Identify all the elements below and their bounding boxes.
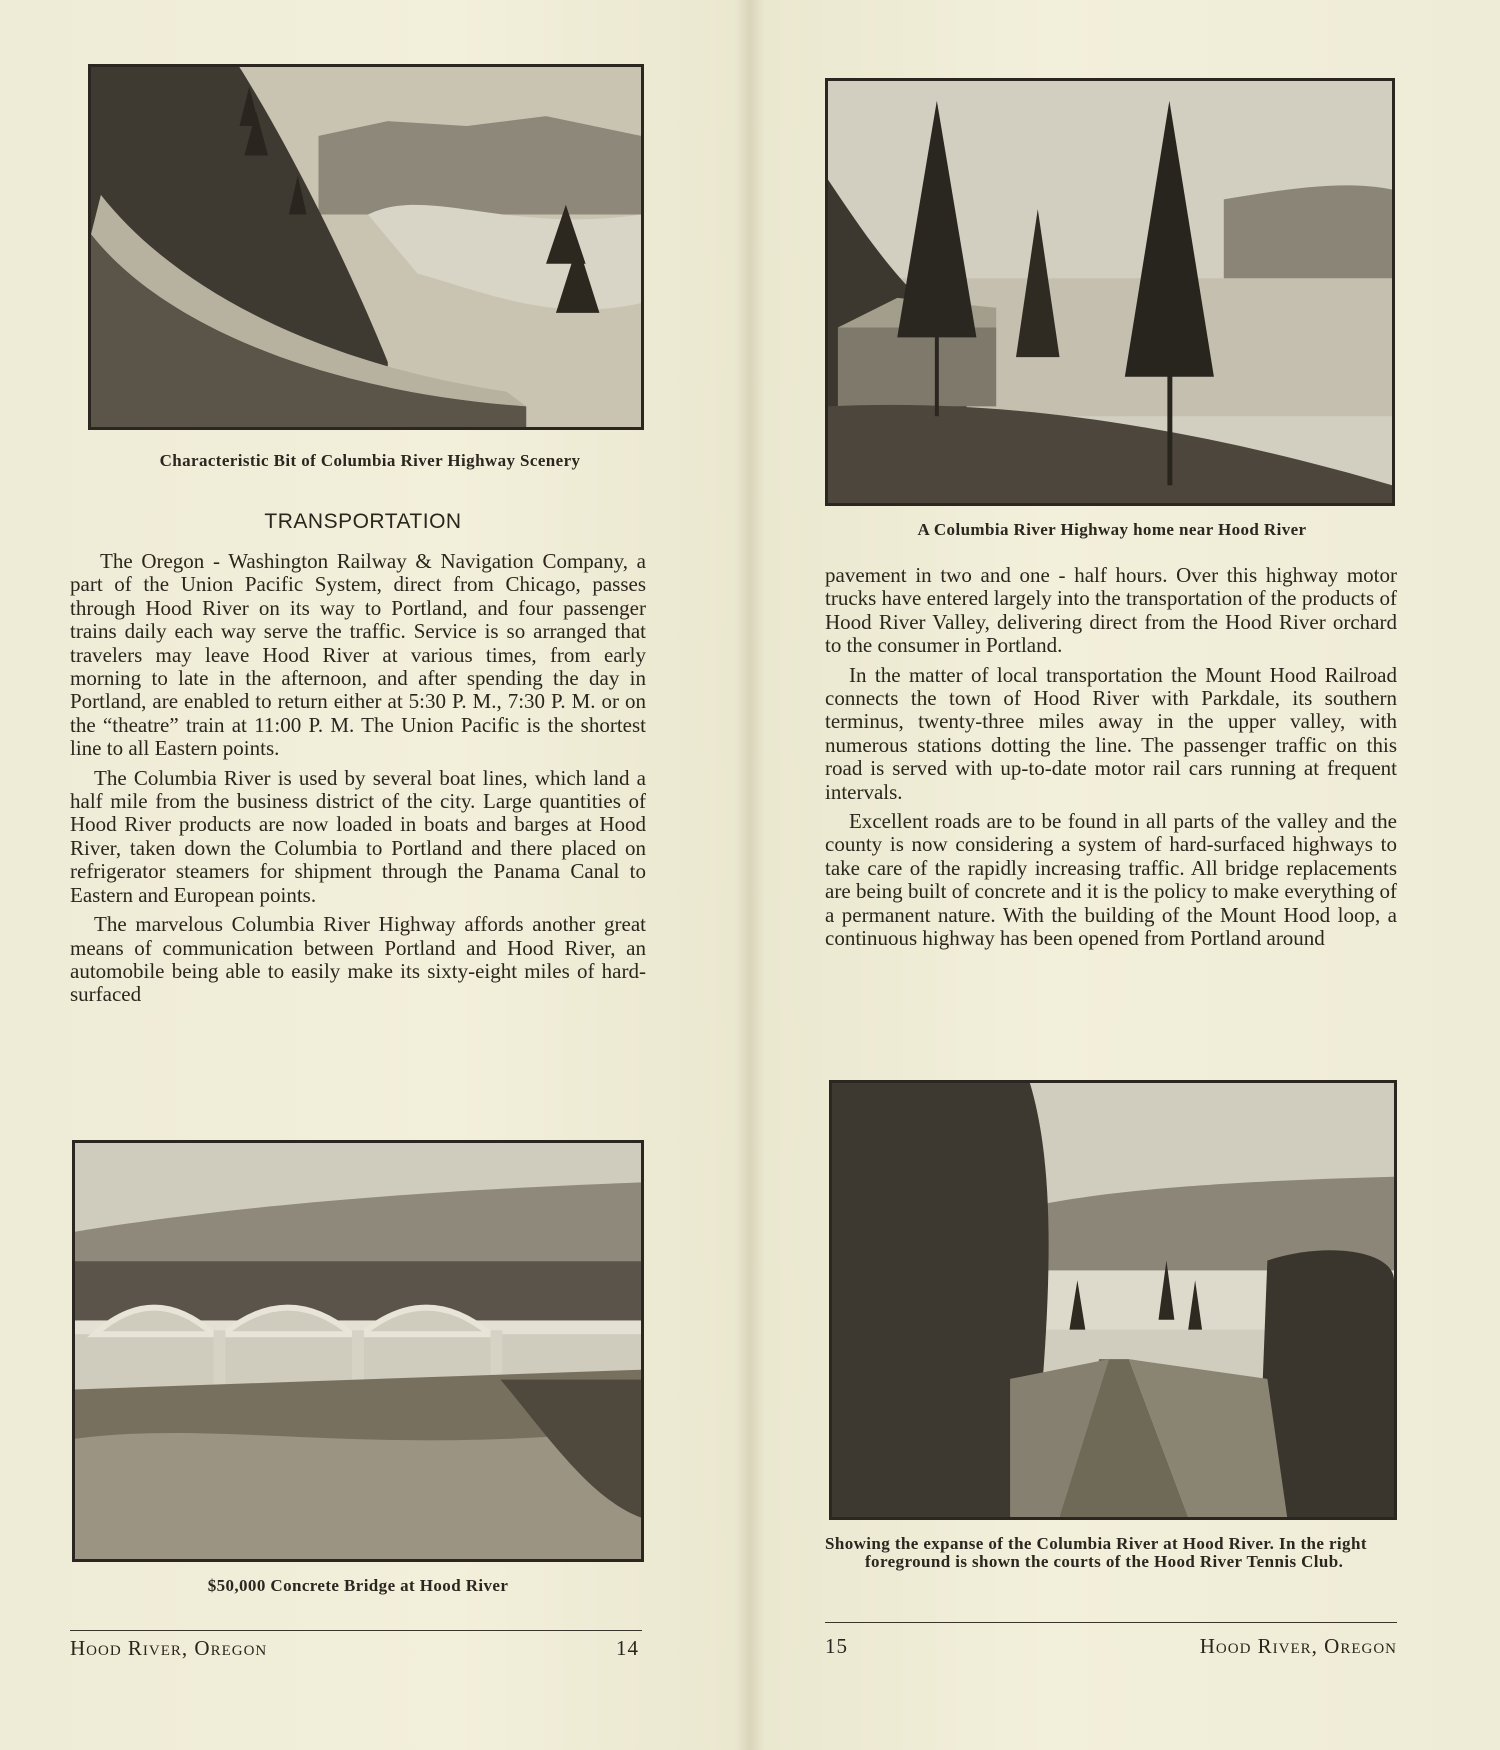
section-heading: TRANSPORTATION — [264, 510, 462, 533]
footer-rule — [70, 1630, 642, 1631]
top-photo-caption: Characteristic Bit of Columbia River Highway Scenery — [159, 451, 581, 470]
concrete-bridge-photo — [72, 1140, 644, 1562]
paragraph-pavement: pavement in two and one - half hours. Over this highway motor trucks have entered largely into the transportation of the products of Hood River Valley, delivering direct from the Hood River orchard to the consumer in Portland. — [825, 563, 1397, 658]
paragraph-railroad: In the matter of local transportation the Mount Hood Railroad connects the town of Hood River with Parkdale, its southern terminus, twenty-three miles away in the upper valley, with numerous stations dotting the line. The passenger traffic on this road is served with up-to-date motor rail cars running at frequent intervals. — [825, 662, 1397, 804]
footer-title: Hood River, Oregon — [70, 1636, 268, 1660]
page-number: 14 — [616, 1636, 639, 1660]
footer-title: Hood River, Oregon — [1199, 1634, 1397, 1658]
left-page — [0, 0, 740, 1750]
left-body-text — [70, 550, 646, 1013]
paragraph-boats: The Columbia River is used by several boat lines, which land a half mile from the business district of the city. Large quantities of Hood River products are now loaded in boats and barges at Hood River, taken down the Columbia to Portland and there placed on refrigerator steamers for shipment through the Panama Canal to Eastern and European points. — [70, 765, 646, 907]
page-number: 15 — [825, 1634, 848, 1658]
columbia-expanse-photo — [829, 1080, 1397, 1520]
right-page — [752, 0, 1500, 1750]
top-photo-caption: A Columbia River Highway home near Hood River — [917, 520, 1307, 539]
bottom-photo-caption: Showing the expanse of the Columbia River at Hood River. In the right foreground is shown the courts of the Hood River Tennis Club. — [825, 1534, 1367, 1571]
paragraph-highway: The marvelous Columbia River Highway affords another great means of communication between Portland and Hood River, an automobile being able to easily make its sixty-eight miles of hard-surfaced — [70, 912, 646, 1007]
right-body-text — [825, 564, 1397, 957]
paragraph-railway: The Oregon - Washington Railway & Navigation Company, a part of the Union Pacific System, direct from Chicago, passes through Hood River on its way to Portland, and four passenger trains daily each way serve the traffic. Service is so arranged that travelers may leave Hood River at various times, from early morning to late in the afternoon, and after spending the day in Portland, are enabled to return either at 5:30 P. M., 7:30 P. M. or on the “theatre” train at 11:00 P. M. The Union Pacific is the shortest line to all Eastern points. — [70, 549, 646, 761]
footer-rule — [825, 1622, 1397, 1623]
bottom-photo-caption: $50,000 Concrete Bridge at Hood River — [207, 1576, 509, 1595]
highway-home-photo — [825, 78, 1395, 506]
paragraph-roads: Excellent roads are to be found in all parts of the valley and the county is now considering a system of hard-surfaced highways to take care of the rapidly increasing traffic. All bridge replacements are being built of concrete and it is the policy to make everything of a permanent nature. With the building of the Mount Hood loop, a continuous highway has been opened from Portland around — [825, 809, 1397, 951]
highway-scenery-photo — [88, 64, 644, 430]
